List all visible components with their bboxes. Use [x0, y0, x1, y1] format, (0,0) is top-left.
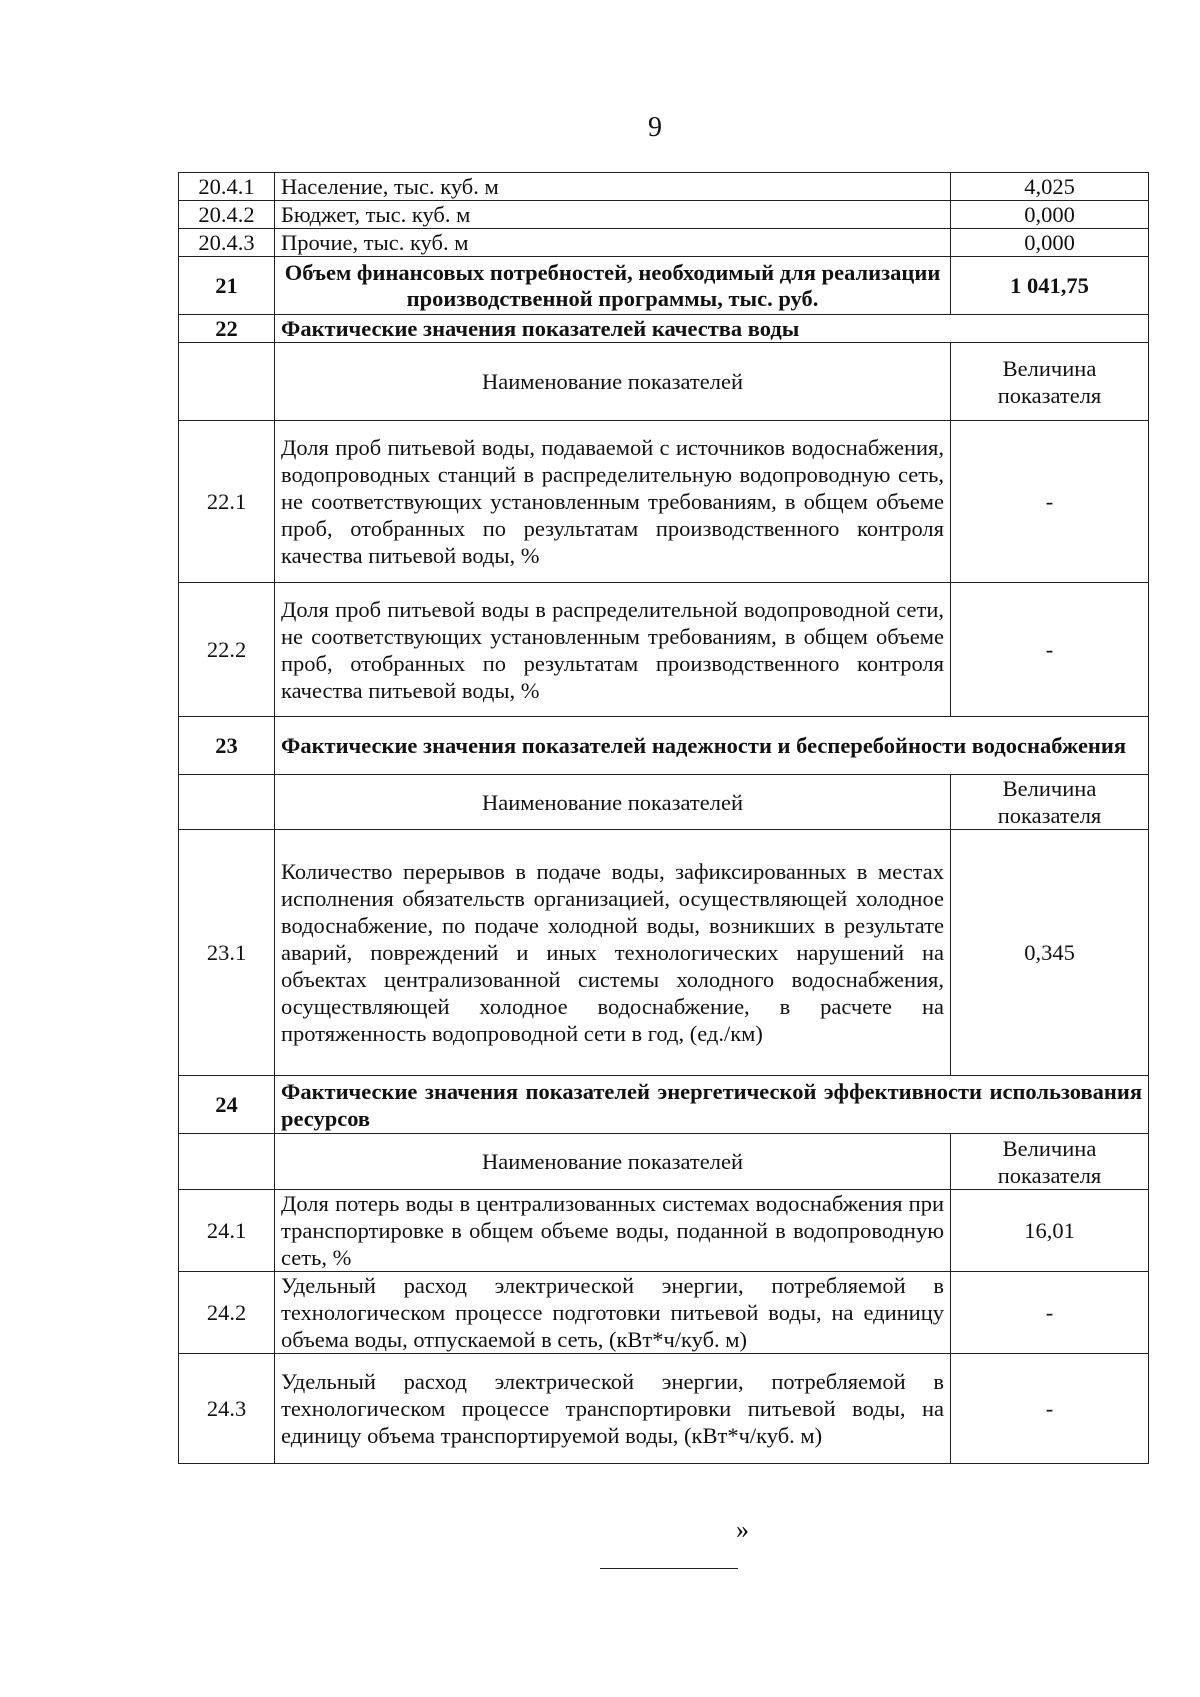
- row-description: Бюджет, тыс. куб. м: [275, 201, 951, 229]
- table-row: [179, 583, 1149, 717]
- row-description: Доля проб питьевой воды, подаваемой с источников водоснабжения, водопроводных станций в распределительную водопроводную сеть, не соответствующих установленным требованиям, в общем объеме проб, отобранных по результатам производственного контроля качества питьевой воды, %: [275, 421, 951, 583]
- closing-quote-mark: »: [736, 1515, 749, 1544]
- section-title: Фактические значения показателей энергетической эффективности использования ресурсов: [275, 1076, 1149, 1134]
- row-value: 4,025: [951, 173, 1149, 201]
- row-description: Доля потерь воды в централизованных системах водоснабжения при транспортировке в общем объеме воды, поданной в водопроводную сеть, %: [275, 1190, 951, 1272]
- page-number: 9: [648, 112, 662, 143]
- row-description: Прочие, тыс. куб. м: [275, 229, 951, 257]
- row-description: Объем финансовых потребностей, необходимый для реализации производственной программы, тыс. руб.: [275, 257, 951, 315]
- row-value: 16,01: [951, 1190, 1149, 1272]
- row-value: -: [951, 1354, 1149, 1464]
- column-header-row: [179, 1134, 1149, 1190]
- row-number: 22.2: [179, 583, 275, 717]
- row-number: 20.4.3: [179, 229, 275, 257]
- table-row: [179, 830, 1149, 1076]
- header-empty-cell: [179, 775, 275, 830]
- row-value: -: [951, 1272, 1149, 1354]
- table-row: [179, 1272, 1149, 1354]
- horizontal-rule: [600, 1568, 738, 1569]
- header-indicator-value: Величина показателя: [951, 1134, 1149, 1190]
- header-empty-cell: [179, 343, 275, 421]
- table-row: [179, 1354, 1149, 1464]
- column-header-row: [179, 775, 1149, 830]
- header-indicator-value: Величина показателя: [951, 343, 1149, 421]
- header-indicator-name: Наименование показателей: [275, 775, 951, 830]
- table-row: [179, 229, 1149, 257]
- row-number: 24.3: [179, 1354, 275, 1464]
- header-indicator-name: Наименование показателей: [275, 343, 951, 421]
- row-value: 0,000: [951, 201, 1149, 229]
- section-title: Фактические значения показателей надежности и бесперебойности водоснабжения: [275, 717, 1149, 775]
- table-row: [179, 1190, 1149, 1272]
- row-description: Количество перерывов в подаче воды, зафиксированных в местах исполнения обязательств организацией, осуществляющей холодное водоснабжение, по подаче холодной воды, возникших в результате аварий, повреждений и иных технологических нарушений на объектах централизованной системы холодного водоснабжения, осуществляющей холодное водоснабжение, в расчете на протяженность водопроводной сети в год, (ед./км): [275, 830, 951, 1076]
- row-value: -: [951, 421, 1149, 583]
- row-number: 20.4.2: [179, 201, 275, 229]
- column-header-row: [179, 343, 1149, 421]
- table-row: [179, 421, 1149, 583]
- row-number: 21: [179, 257, 275, 315]
- row-number: 24.2: [179, 1272, 275, 1354]
- header-indicator-name: Наименование показателей: [275, 1134, 951, 1190]
- table-row: [179, 257, 1149, 315]
- table-row: [179, 173, 1149, 201]
- row-number: 23.1: [179, 830, 275, 1076]
- header-indicator-value: Величина показателя: [951, 775, 1149, 830]
- header-empty-cell: [179, 1134, 275, 1190]
- section-title: Фактические значения показателей качества воды: [275, 315, 1149, 343]
- row-value: 1 041,75: [951, 257, 1149, 315]
- section-number: 22: [179, 315, 275, 343]
- row-description: Удельный расход электрической энергии, потребляемой в технологическом процессе подготовки питьевой воды, на единицу объема воды, отпускаемой в сеть, (кВт*ч/куб. м): [275, 1272, 951, 1354]
- row-description: Удельный расход электрической энергии, потребляемой в технологическом процессе транспортировки питьевой воды, на единицу объема транспортируемой воды, (кВт*ч/куб. м): [275, 1354, 951, 1464]
- section-number: 23: [179, 717, 275, 775]
- section-row: [179, 717, 1149, 775]
- row-description: Доля проб питьевой воды в распределительной водопроводной сети, не соответствующих установленным требованиям, в общем объеме проб, отобранных по результатам производственного контроля качества питьевой воды, %: [275, 583, 951, 717]
- section-row: [179, 1076, 1149, 1134]
- row-number: 22.1: [179, 421, 275, 583]
- row-value: -: [951, 583, 1149, 717]
- row-description: Население, тыс. куб. м: [275, 173, 951, 201]
- indicators-table: [178, 172, 1149, 1464]
- row-value: 0,345: [951, 830, 1149, 1076]
- row-value: 0,000: [951, 229, 1149, 257]
- row-number: 20.4.1: [179, 173, 275, 201]
- table-row: [179, 201, 1149, 229]
- section-number: 24: [179, 1076, 275, 1134]
- row-number: 24.1: [179, 1190, 275, 1272]
- section-row: [179, 315, 1149, 343]
